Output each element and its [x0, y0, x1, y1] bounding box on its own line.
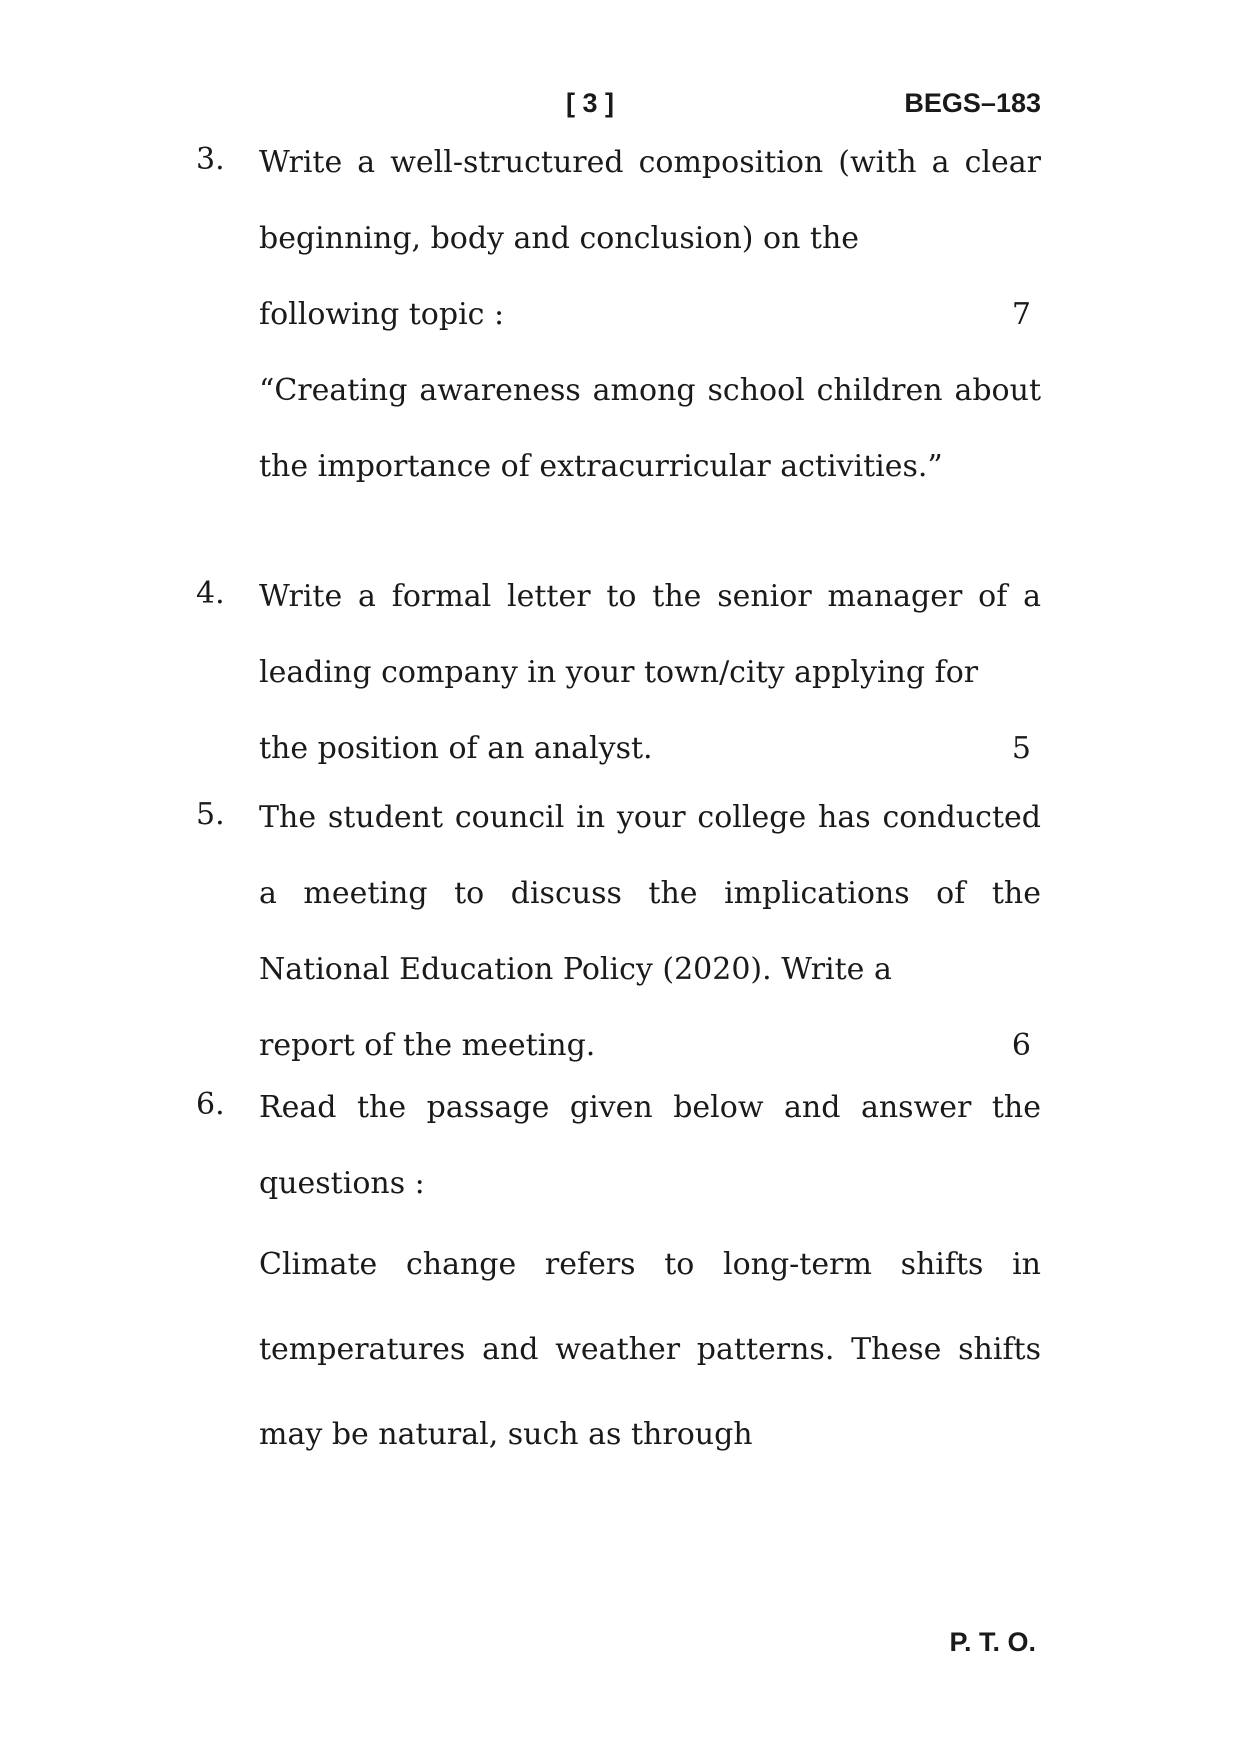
paper-code: BEGS–183 [904, 88, 1041, 118]
question-5 [259, 780, 1041, 1084]
question-text: Write a formal letter to the senior manager of a leading company in your town/city applying for [259, 579, 1041, 690]
marks: 7 [1011, 297, 1031, 332]
question-number: 3. [196, 142, 225, 177]
question-text: Read the passage given below and answer the questions : [259, 1090, 1041, 1201]
question-3 [259, 125, 1041, 505]
please-turn-over: P. T. O. [949, 1627, 1036, 1657]
question-number: 4. [196, 576, 225, 611]
question-text-last: the position of an analyst. [259, 731, 653, 766]
question-text-last: report of the meeting. [259, 1028, 596, 1063]
reading-passage: Climate change refers to long-term shifts in temperatures and weather patterns. These shifts may be natural, such as through [259, 1247, 1041, 1452]
question-text: Write a well-structured composition (with a clear beginning, body and conclusion) on the [259, 145, 1041, 256]
question-number: 5. [196, 797, 225, 832]
question-last-line [259, 711, 1041, 787]
question-last-line [259, 277, 1041, 353]
question-6 [259, 1070, 1041, 1477]
question-text-last: following topic : [259, 297, 505, 332]
marks: 5 [1011, 731, 1031, 766]
composition-topic: “Creating awareness among school children about the importance of extracurricular activities.” [259, 373, 1041, 484]
question-number: 6. [196, 1087, 225, 1122]
page-number: [ 3 ] [566, 88, 615, 118]
question-text: The student council in your college has conducted a meeting to discuss the implications of the National Education Policy (2020). Write a [259, 800, 1041, 987]
question-4 [259, 559, 1041, 787]
marks: 6 [1011, 1028, 1031, 1063]
